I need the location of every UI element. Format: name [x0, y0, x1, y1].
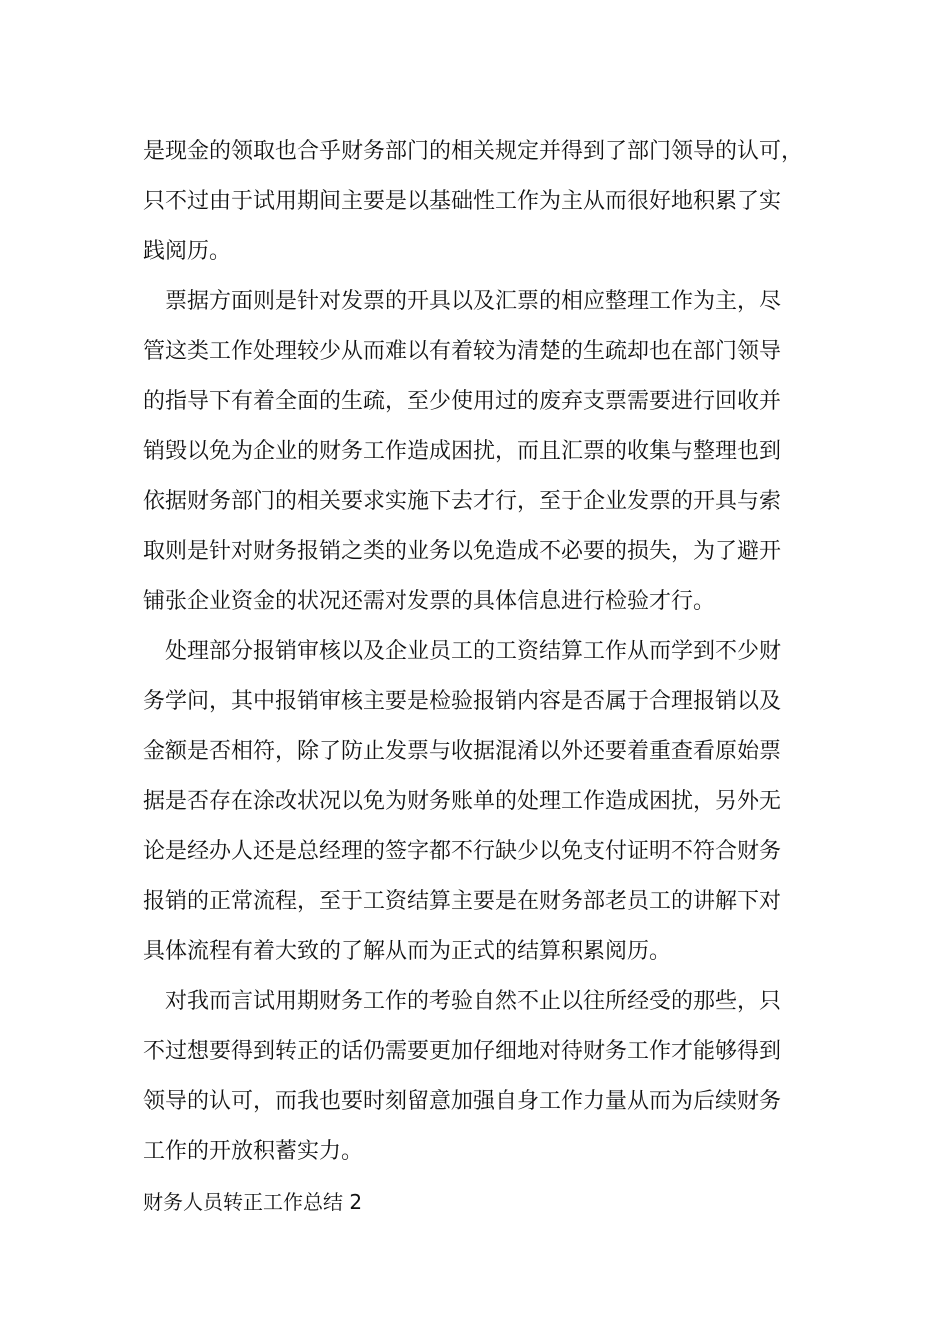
text-line-16: 报销的正常流程，至于工资结算主要是在财务部老员工的讲解下对: [143, 889, 782, 914]
text-line-4: 票据方面则是针对发票的开具以及汇票的相应整理工作为主，尽: [165, 289, 782, 314]
text-line-7: 销毁以免为企业的财务工作造成困扰，而且汇票的收集与整理也到: [143, 439, 782, 464]
text-line-12: 务学问，其中报销审核主要是检验报销内容是否属于合理报销以及: [143, 689, 782, 714]
text-line-18: 对我而言试用期财务工作的考验自然不止以往所经受的那些，只: [165, 989, 782, 1014]
text-line-3: 践阅历。: [143, 239, 232, 264]
text-line-9: 取则是针对财务报销之类的业务以免造成不必要的损失，为了避开: [143, 539, 782, 564]
text-line-21: 工作的开放积蓄实力。: [143, 1139, 364, 1164]
text-line-8: 依据财务部门的相关要求实施下去才行，至于企业发票的开具与索: [143, 489, 782, 514]
section-heading: 财务人员转正工作总结 2: [143, 1190, 363, 1214]
text-line-13: 金额是否相符，除了防止发票与收据混淆以外还要着重查看原始票: [143, 739, 782, 764]
text-line-10: 铺张企业资金的状况还需对发票的具体信息进行检验才行。: [143, 589, 716, 614]
document-body: [143, 130, 807, 1230]
text-line-17: 具体流程有着大致的了解从而为正式的结算积累阅历。: [143, 939, 672, 964]
text-line-15: 论是经办人还是总经理的签字都不行缺少以免支付证明不符合财务: [143, 839, 782, 864]
text-line-2: 只不过由于试用期间主要是以基础性工作为主从而很好地积累了实: [143, 189, 782, 214]
text-line-5: 管这类工作处理较少从而难以有着较为清楚的生疏却也在部门领导: [143, 339, 782, 364]
text-line-11: 处理部分报销审核以及企业员工的工资结算工作从而学到不少财: [165, 639, 782, 664]
text-line-20: 领导的认可，而我也要时刻留意加强自身工作力量从而为后续财务: [143, 1089, 782, 1114]
text-line-6: 的指导下有着全面的生疏，至少使用过的废弃支票需要进行回收并: [143, 389, 782, 414]
text-line-14: 据是否存在涂改状况以免为财务账单的处理工作造成困扰，另外无: [143, 789, 782, 814]
text-line-1: 是现金的领取也合乎财务部门的相关规定并得到了部门领导的认可，: [143, 139, 804, 164]
text-line-19: 不过想要得到转正的话仍需要更加仔细地对待财务工作才能够得到: [143, 1039, 782, 1064]
